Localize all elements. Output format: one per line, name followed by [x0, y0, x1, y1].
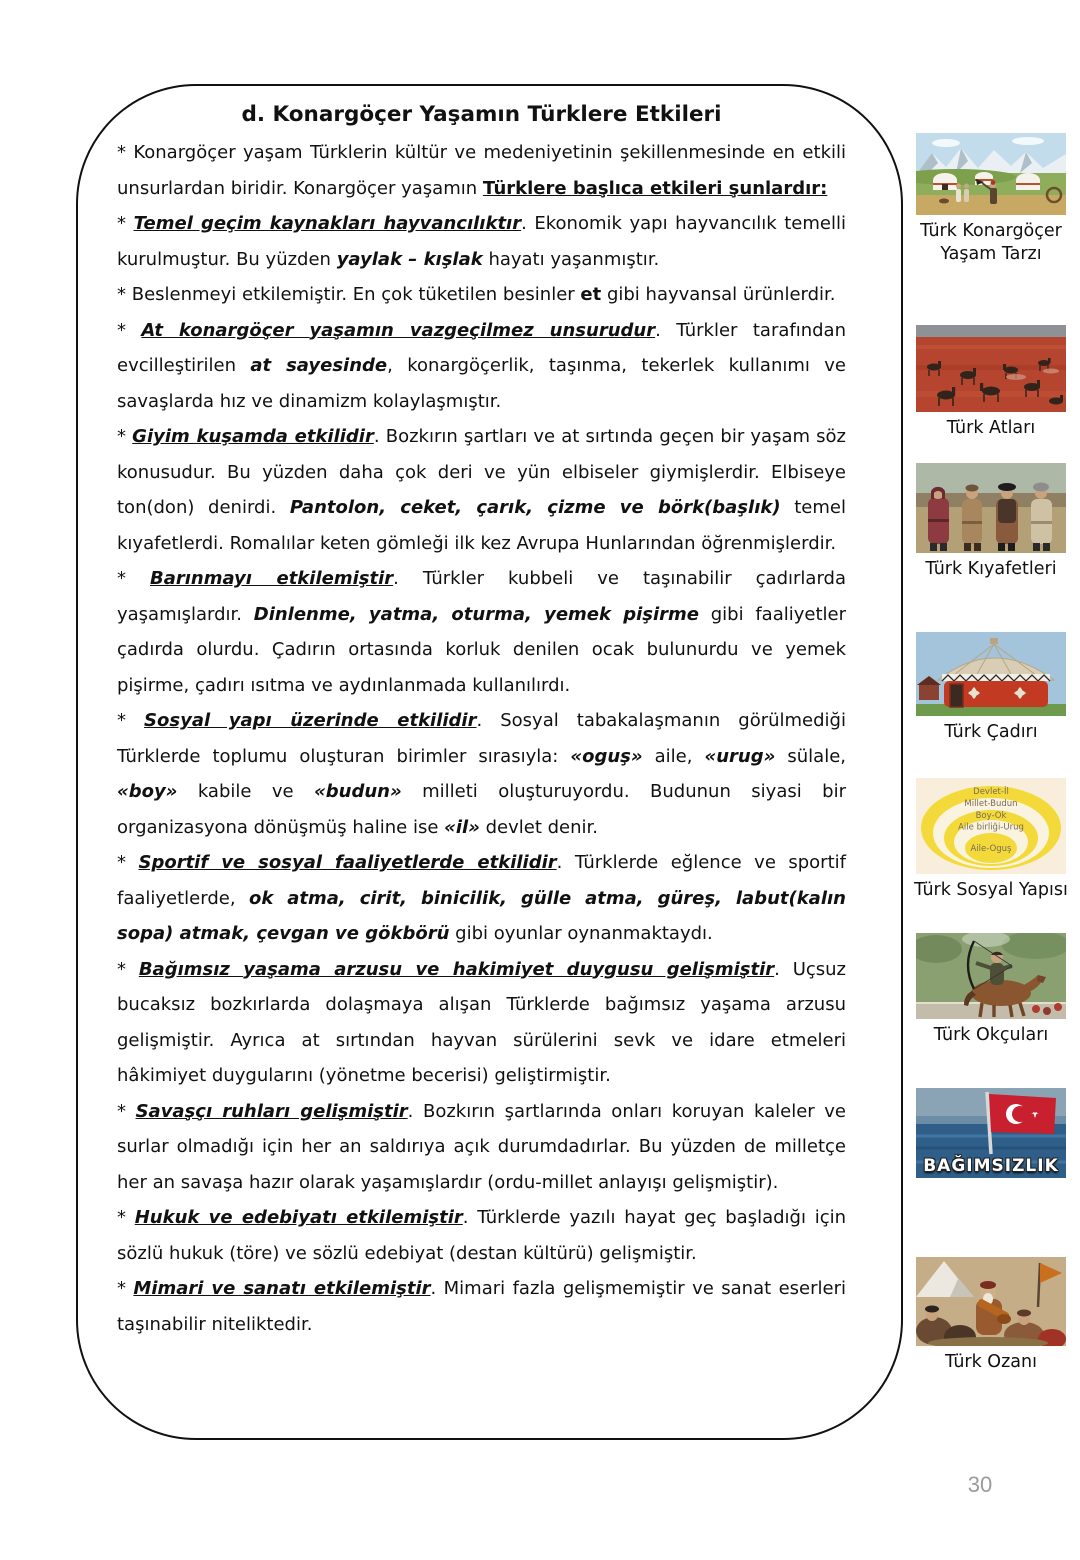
paragraph: [117, 313, 846, 420]
text-segment: * Konargöçer yaşam Türklerin kültür ve medeniyetinin şekillenmesinde en etkili unsurlardan biridir. Konargöçer yaşamın: [117, 142, 846, 199]
text-segment: At konargöçer yaşamın vazgeçilmez unsurudur: [141, 319, 656, 341]
diagram-label-aile-birligi-urug: Aile birliği-Urug: [958, 822, 1024, 833]
text-segment: , konargöçerlik, taşınma, tekerlek kullanımı ve savaşlarda hız ve dinamizm kolaylaşmıştır.: [117, 355, 847, 412]
text-segment: Barınmayı etkilemiştir: [149, 568, 394, 589]
text-segment: milleti oluşturuyordu. Budunun siyasi bir organizasyona dönüşmüş haline ise: [117, 781, 847, 838]
text-segment: . Bozkırın şartlarında onları koruyan kaleler ve surlar olmadığı için her an saldırıya açık durumdadırlar. Bu yüzden de milletçe her an savaşa hazır olarak yaşamışlardır (ordu-millet anlayışı gelişmiştir).: [117, 1100, 846, 1193]
text-segment: devlet denir.: [479, 816, 598, 838]
text-segment: Temel geçim kaynakları hayvancılıktır: [133, 213, 522, 234]
text-segment: *: [117, 852, 139, 873]
figure-turkish-horses: [914, 325, 1068, 440]
text-segment: *: [117, 710, 145, 731]
text-segment: . Türkler tarafından evcilleştirilen: [117, 319, 846, 376]
text-segment: *: [117, 1100, 136, 1122]
figure-caption: Türk Konargöçer Yaşam Tarzı: [920, 221, 1062, 264]
text-segment: . Bozkırın şartları ve at sırtında geçen bir yaşam söz konusudur. Bu yüzden daha çok deri ve yün elbiseler giymişlerdir. Elbiseye ton(don) denirdi.: [117, 426, 847, 518]
yurt-icon: [933, 173, 957, 190]
paragraph: [117, 1200, 846, 1271]
text-segment: . Mimari fazla gelişmemiştir ve sanat eserleri taşınabilir niteliktedir.: [117, 1278, 846, 1335]
figure-caption: Türk Çadırı: [944, 722, 1038, 742]
diagram-label-devlet-il: Devlet-İl: [973, 787, 1009, 797]
body-text: [117, 135, 846, 1342]
nomad-camp-image: [916, 133, 1066, 215]
text-segment: . Türklerde yazılı hayat geç başladığı için sözlü hukuk (töre) ve sözlü edebiyat (destan kültürü) gelişmiştir.: [117, 1207, 846, 1264]
text-segment: aile,: [642, 745, 705, 767]
paragraph: [117, 419, 846, 561]
text-segment: * Beslenmeyi etkilemiştir. En çok tüketilen besinler: [117, 284, 581, 305]
figure-turkish-tent: [914, 632, 1068, 744]
bard-painting-image: [916, 1257, 1066, 1346]
text-segment: yaylak – kışlak: [336, 248, 483, 270]
text-segment: gibi faaliyetler çadırda olurdu. Çadırın ortasında korluk denilen ocak bulunurdu ve yemek pişirme, çadırı ısıtma ve aydınlanmada kullanılırdı.: [117, 603, 846, 696]
text-segment: kabile ve: [177, 781, 315, 802]
paragraph: [117, 703, 846, 845]
text-segment: . Türkler kubbeli ve taşınabilir çadırlarda yaşamışlardır.: [117, 568, 846, 625]
text-segment: *: [117, 958, 139, 980]
text-segment: gibi oyunlar oynanmaktaydı.: [449, 923, 713, 944]
text-segment: hayatı yaşanmıştır.: [482, 248, 660, 270]
figure-caption: Türk Ozanı: [945, 1352, 1037, 1372]
paragraph: [117, 561, 846, 703]
figure-nomad-lifestyle: [914, 133, 1068, 266]
text-segment: Türklere başlıca etkileri şunlardır:: [482, 177, 828, 199]
text-segment: *: [117, 568, 150, 589]
text-segment: *: [117, 1207, 135, 1228]
text-segment: Sosyal yapı üzerinde etkilidir: [144, 710, 477, 731]
figure-caption: Türk Atları: [946, 418, 1036, 438]
paragraph: [117, 1271, 846, 1342]
text-segment: Bağımsız yaşama arzusu ve hakimiyet duygusu gelişmiştir: [138, 958, 775, 980]
text-segment: «urug»: [704, 745, 776, 767]
text-segment: *: [117, 319, 142, 341]
horse-archer-image: [916, 933, 1066, 1019]
text-segment: temel kıyafetlerdi. Romalılar keten gömleği ilk kez Avrupa Hunlarından öğrenmişlerdir.: [117, 497, 846, 554]
text-segment: «budun»: [314, 781, 402, 802]
text-segment: . Uçsuz bucaksız bozkırlarda dolaşmaya alışan Türklerde bağımsız yaşama arzusu gelişmiştir. Ayrıca at sırtından hayvan sürülerini sevk ve idare etmeleri hâkimiyet duygularını (yönetme becerisi) geliştirmiştir.: [117, 958, 847, 1086]
paragraph: [117, 277, 846, 313]
paragraph: [117, 135, 846, 206]
text-segment: . Sosyal tabakalaşmanın görülmediği Türklerde toplumu oluşturan birimler sırasıyla:: [117, 710, 846, 767]
text-segment: at sayesinde: [250, 355, 388, 376]
text-segment: . Ekonomik yapı hayvancılık temelli kurulmuştur. Bu yüzden: [117, 213, 846, 270]
figure-turkish-archers: [914, 933, 1068, 1047]
figure-social-structure: [914, 778, 1068, 902]
text-segment: et: [580, 284, 602, 305]
figure-independence: [914, 1088, 1068, 1178]
diagram-label-boy-ok: Boy-Ok: [975, 811, 1007, 821]
text-segment: Mimari ve sanatı etkilemiştir: [133, 1278, 431, 1299]
paragraph: [117, 206, 846, 277]
paragraph: [117, 845, 846, 952]
diagram-label-aile-ogus: Aile-Oguş: [970, 844, 1012, 854]
figure-turkish-bard: [914, 1257, 1068, 1374]
text-segment: Dinlenme, yatma, oturma, yemek pişirme: [253, 603, 700, 625]
paragraph: [117, 1094, 846, 1201]
diagram-label-millet-budun: Millet-Budun: [964, 799, 1018, 809]
text-segment: gibi hayvansal ürünlerdir.: [601, 284, 836, 305]
clothes-image: [916, 463, 1066, 553]
figure-caption: Türk Okçuları: [933, 1025, 1049, 1045]
page-number: 30: [967, 1472, 993, 1497]
horses-image: [916, 325, 1066, 412]
text-segment: Savaşçı ruhları gelişmiştir: [135, 1100, 408, 1122]
yurt-door-icon: [950, 684, 963, 707]
text-segment: Hukuk ve edebiyatı etkilemiştir: [134, 1207, 463, 1228]
text-segment: . Türklerde eğlence ve sportif faaliyetlerde,: [117, 852, 846, 909]
social-structure-diagram: [916, 778, 1066, 874]
yurt-icon: [1016, 173, 1040, 190]
figure-turkish-clothes: [914, 463, 1068, 581]
content-card: [76, 84, 903, 1440]
text-segment: *: [117, 426, 133, 447]
paragraph: [117, 952, 846, 1094]
text-segment: «il»: [444, 816, 480, 838]
section-title: d. Konargöçer Yaşamın Türklere Etkileri: [241, 102, 722, 127]
turkish-flag-icon: [989, 1094, 1056, 1134]
text-segment: *: [117, 1278, 134, 1299]
figure-caption: Türk Sosyal Yapısı: [914, 880, 1068, 900]
text-segment: Pantolon, ceket, çarık, çizme ve börk(başlık): [289, 497, 781, 518]
text-segment: ok atma, cirit, binicilik, gülle atma, güreş, labut(kalın sopa) atmak, çevgan ve gökbörü: [117, 887, 846, 944]
text-segment: Sportif ve sosyal faaliyetlerde etkilidir: [138, 852, 557, 873]
independence-label: BAĞIMSIZLIK: [923, 1156, 1059, 1176]
text-segment: «boy»: [117, 781, 178, 802]
yurt-image: [916, 632, 1066, 716]
figure-caption: Türk Kıyafetleri: [925, 559, 1057, 579]
text-segment: *: [117, 213, 134, 234]
text-segment: «oguş»: [570, 745, 643, 767]
text-segment: Giyim kuşamda etkilidir: [132, 426, 374, 447]
dog-icon: [939, 199, 949, 204]
text-segment: sülale,: [775, 745, 846, 767]
